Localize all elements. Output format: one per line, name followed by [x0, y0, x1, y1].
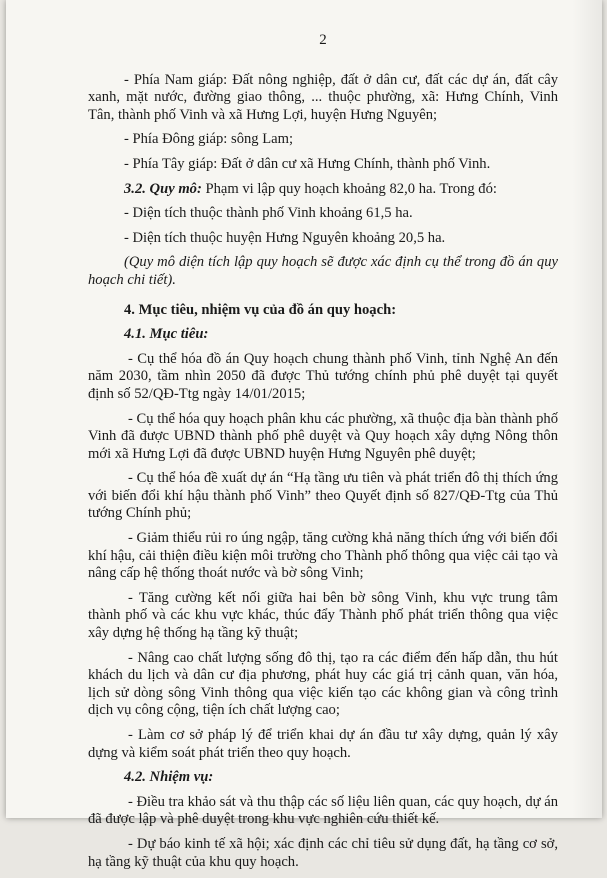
goal-item: - Cụ thể hóa đề xuất dự án “Hạ tầng ưu tiên và phát triển đô thị thích ứng với biến đổi khí hậu thành phố Vinh” theo Quyết định số 827/QĐ-Ttg của Thủ tướng Chính phủ; [88, 470, 558, 522]
goal-item: - Làm cơ sở pháp lý để triển khai dự án đầu tư xây dựng, quản lý xây dựng và kiểm soát phát triển theo quy hoạch. [88, 727, 558, 761]
scale-paragraph [88, 181, 558, 199]
goal-item: - Tăng cường kết nối giữa hai bên bờ sông Vinh, khu vực trung tâm thành phố và các khu vực khác, thúc đẩy Thành phố phát triển thông qua việc xây dựng hệ thống hạ tầng kỹ thuật; [88, 589, 558, 642]
boundary-west: - Phía Tây giáp: Đất ở dân cư xã Hưng Chính, thành phố Vinh. [124, 155, 491, 172]
scale-item: - Diện tích thuộc huyện Hưng Nguyên khoảng 20,5 ha. [124, 229, 446, 246]
goals-heading: 4.1. Mục tiêu: [124, 326, 209, 343]
goal-item: - Giảm thiểu rủi ro úng ngập, tăng cường khả năng thích ứng với biến đổi khí hậu, cải thiện điều kiện môi trường cho Thành phố thông qua việc cải tạo và nâng cấp hệ thống thoát nước và bờ sông Vinh; [88, 530, 558, 582]
boundary-south: - Phía Nam giáp: Đất nông nghiệp, đất ở dân cư, đất các dự án, đất cây xanh, mặt nước, đường giao thông, ... thuộc phường, xã: Hưng Chính, Vinh Tân, thành phố Vinh và xã Hưng Lợi, huyện Hưng Nguyên; [88, 71, 558, 123]
tasks-heading: 4.2. Nhiệm vụ: [124, 769, 214, 786]
goal-item: - Cụ thể hóa đồ án Quy hoạch chung thành phố Vinh, tỉnh Nghệ An đến năm 2030, tầm nhìn 2050 đã được Thủ tướng chính phủ phê duyệt tại quyết định số 52/QĐ-Ttg ngày 14/01/2015; [88, 350, 558, 402]
goal-item: - Nâng cao chất lượng sống đô thị, tạo ra các điểm đến hấp dẫn, thu hút khách du lịch và dân cư địa phương, phát huy các giá trị cảnh quan, văn hóa, lịch sử dòng sông Vinh thông qua việc kiến tạo các không gian và công trình dịch vụ công cộng, tiện ích chất lượng cao; [88, 649, 558, 719]
document-page [6, 0, 602, 870]
page-shadow [572, 0, 602, 818]
scale-note: (Quy mô diện tích lập quy hoạch sẽ được xác định cụ thể trong đồ án quy hoạch chi tiết). [88, 254, 558, 288]
section-4-heading: 4. Mục tiêu, nhiệm vụ của đồ án quy hoạch: [124, 301, 397, 318]
task-item: - Điều tra khảo sát và thu thập các số liệu liên quan, các quy hoạch, dự án đã được lập và phê duyệt trong khu vực nghiên cứu thiết kế. [88, 793, 558, 828]
scale-heading: 3.2. Quy mô: [124, 180, 202, 197]
scale-item: - Diện tích thuộc thành phố Vinh khoảng 61,5 ha. [124, 205, 413, 222]
page-number: 2 [319, 32, 327, 48]
task-item: - Dự báo kinh tế xã hội; xác định các chỉ tiêu sử dụng đất, hạ tầng cơ sở, hạ tầng kỹ thuật của khu quy hoạch. [88, 835, 558, 870]
page-content [88, 32, 558, 878]
goal-item: - Cụ thể hóa quy hoạch phân khu các phường, xã thuộc địa bàn thành phố Vinh đã được UBND thành phố phê duyệt và Quy hoạch xây dựng Nông thôn mới xã Hưng Lợi đã được UBND huyện Hưng Nguyên phê duyệt; [88, 410, 558, 462]
scale-text: Phạm vi lập quy hoạch khoảng 82,0 ha. Trong đó: [201, 180, 497, 197]
boundary-east: - Phía Đông giáp: sông Lam; [124, 131, 294, 148]
